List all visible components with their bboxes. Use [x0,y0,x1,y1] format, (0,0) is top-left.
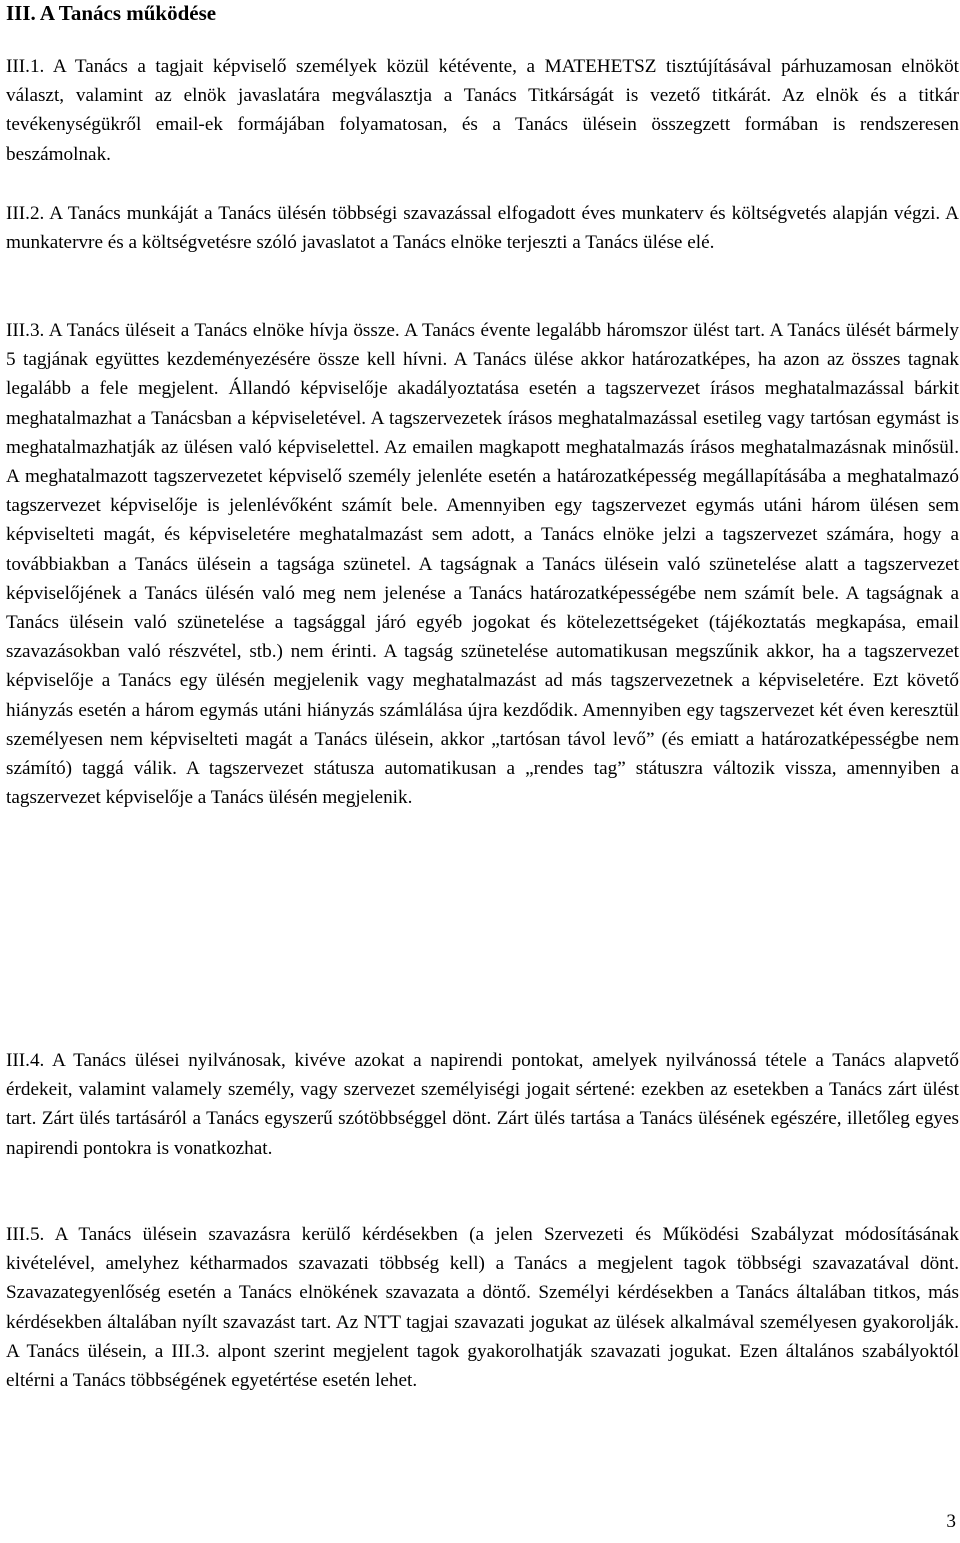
paragraph-iii-4: III.4. A Tanács ülései nyilvánosak, kivéve azokat a napirendi pontokat, amelyek nyilvánossá tétele a Tanács alapvető érdekeit, valamint valamely személy, vagy szervezet személyiségi jogait sértené: ezekben az esetekben a Tanács zárt ülést tart. Zárt ülés tartásáról a Tanács egyszerű szótöbbséggel dönt. Zárt ülés tartása a Tanács ülésének egészére, illetőleg egyes napirendi pontokra is vonatkozhat. [6,1050,959,1159]
paragraph-iii-5: III.5. A Tanács ülésein szavazásra kerülő kérdésekben (a jelen Szervezeti és Működési Szabályzat módosításának kivételével, amelyhez kétharmados szavazati többség kell) a Tanács a megjelent tagok többségi szavazatával dönt. Szavazategyenlőség esetén a Tanács elnökének szavazata a döntő. Személyi kérdésekben a Tanács általában titkos, más kérdésekben általában nyílt szavazást tart. Az NTT tagjai szavazati jogukat az ülések alkalmával személyesen gyakorolják. A Tanács ülésein, a III.3. alpont szerint megjelent tagok gyakorolhatják szavazati jogukat. Ezen általános szabályoktól eltérni a Tanács többségének egyetértése esetén lehet. [6,1224,959,1392]
paragraph-iii-1: III.1. A Tanács a tagjait képviselő személyek közül kétévente, a MATEHETSZ tisztújításával párhuzamosan elnököt választ, valamint az elnök javaslatára megválasztja a Tanács Titkárságát is vezető titkárát. Az elnök és a titkár tevékenységükről email-ek formájában folyamatosan, és a Tanács ülésein összegzett formában is rendszeresen beszámolnak. [6,56,959,165]
paragraph-iii-2: III.2. A Tanács munkáját a Tanács ülésén többségi szavazással elfogadott éves munkaterv és költségvetés alapján végzi. A munkatervre és a költségvetésre szóló javaslatot a Tanács elnöke terjeszti a Tanács ülése elé. [6,203,959,254]
paragraph-iii-3: III.3. A Tanács üléseit a Tanács elnöke hívja össze. A Tanács évente legalább háromszor ülést tart. A Tanács ülését bármely 5 tagjának együttes kezdeményezésére össze kell hívni. A Tanács ülése akkor határozatképes, ha azon az összes tagnak legalább a fele megjelent. Állandó képviselője akadályoztatása esetén a tagszervezet írásos meghatalmazással bárkit meghatalmazhat a Tanácsban a képviseletével. A tagszervezetek írásos meghatalmazással esetileg vagy tartósan egymást is meghatalmazhatják az ülésen való képviselettel. Az emailen magkapott meghatalmazás írásos meghatalmazásnak minősül. A meghatalmazott tagszervezetet képviselő személy jelenléte esetén a határozatképesség megállapításába a meghatalmazó tagszervezet képviselője is jelenlévőként számít bele. Amennyiben egy tagszervezet egymás utáni három ülésen sem képviselteti magát, és képviseletére meghatalmazást sem adott, a Tanács elnöke jelzi a tagszervezet számára, hogy a továbbiakban a Tanács ülésein a tagsága szünetel. A tagságnak a Tanács ülésein való szünetelése alatt a tagszervezet képviselőjének a Tanács ülésén való meg nem jelenése a Tanács határozatképességébe nem számít bele. A tagságnak a Tanács ülésein való szünetelése a tagsággal járó egyéb jogokat és kötelezettségeket (tájékoztatás megkapása, email szavazásokban való részvétel, stb.) nem érinti. A tagság szünetelése automatikusan megszűnik akkor, ha a tagszervezet képviselője a Tanács egy ülésén megjelenik vagy meghatalmazást ad más tagszervezetnek a képviseletére. Ezt követő hiányzás esetén a három egymás utáni hiányzás számlálása újra kezdődik. Amennyiben egy tagszervezet két éven keresztül személyesen nem képviselteti magát a Tanács ülésein, akkor „tartósan távol levő” (és emiatt a határozatképességbe nem számító) taggá válik. A tagszervezet státusza automatikusan a „rendes tag” státuszra változik vissza, amennyiben a tagszervezet képviselője a Tanács ülésén megjelenik. [6,320,959,809]
section-heading: III. A Tanács működése [6,1,217,25]
page-number: 3 [946,1511,956,1532]
